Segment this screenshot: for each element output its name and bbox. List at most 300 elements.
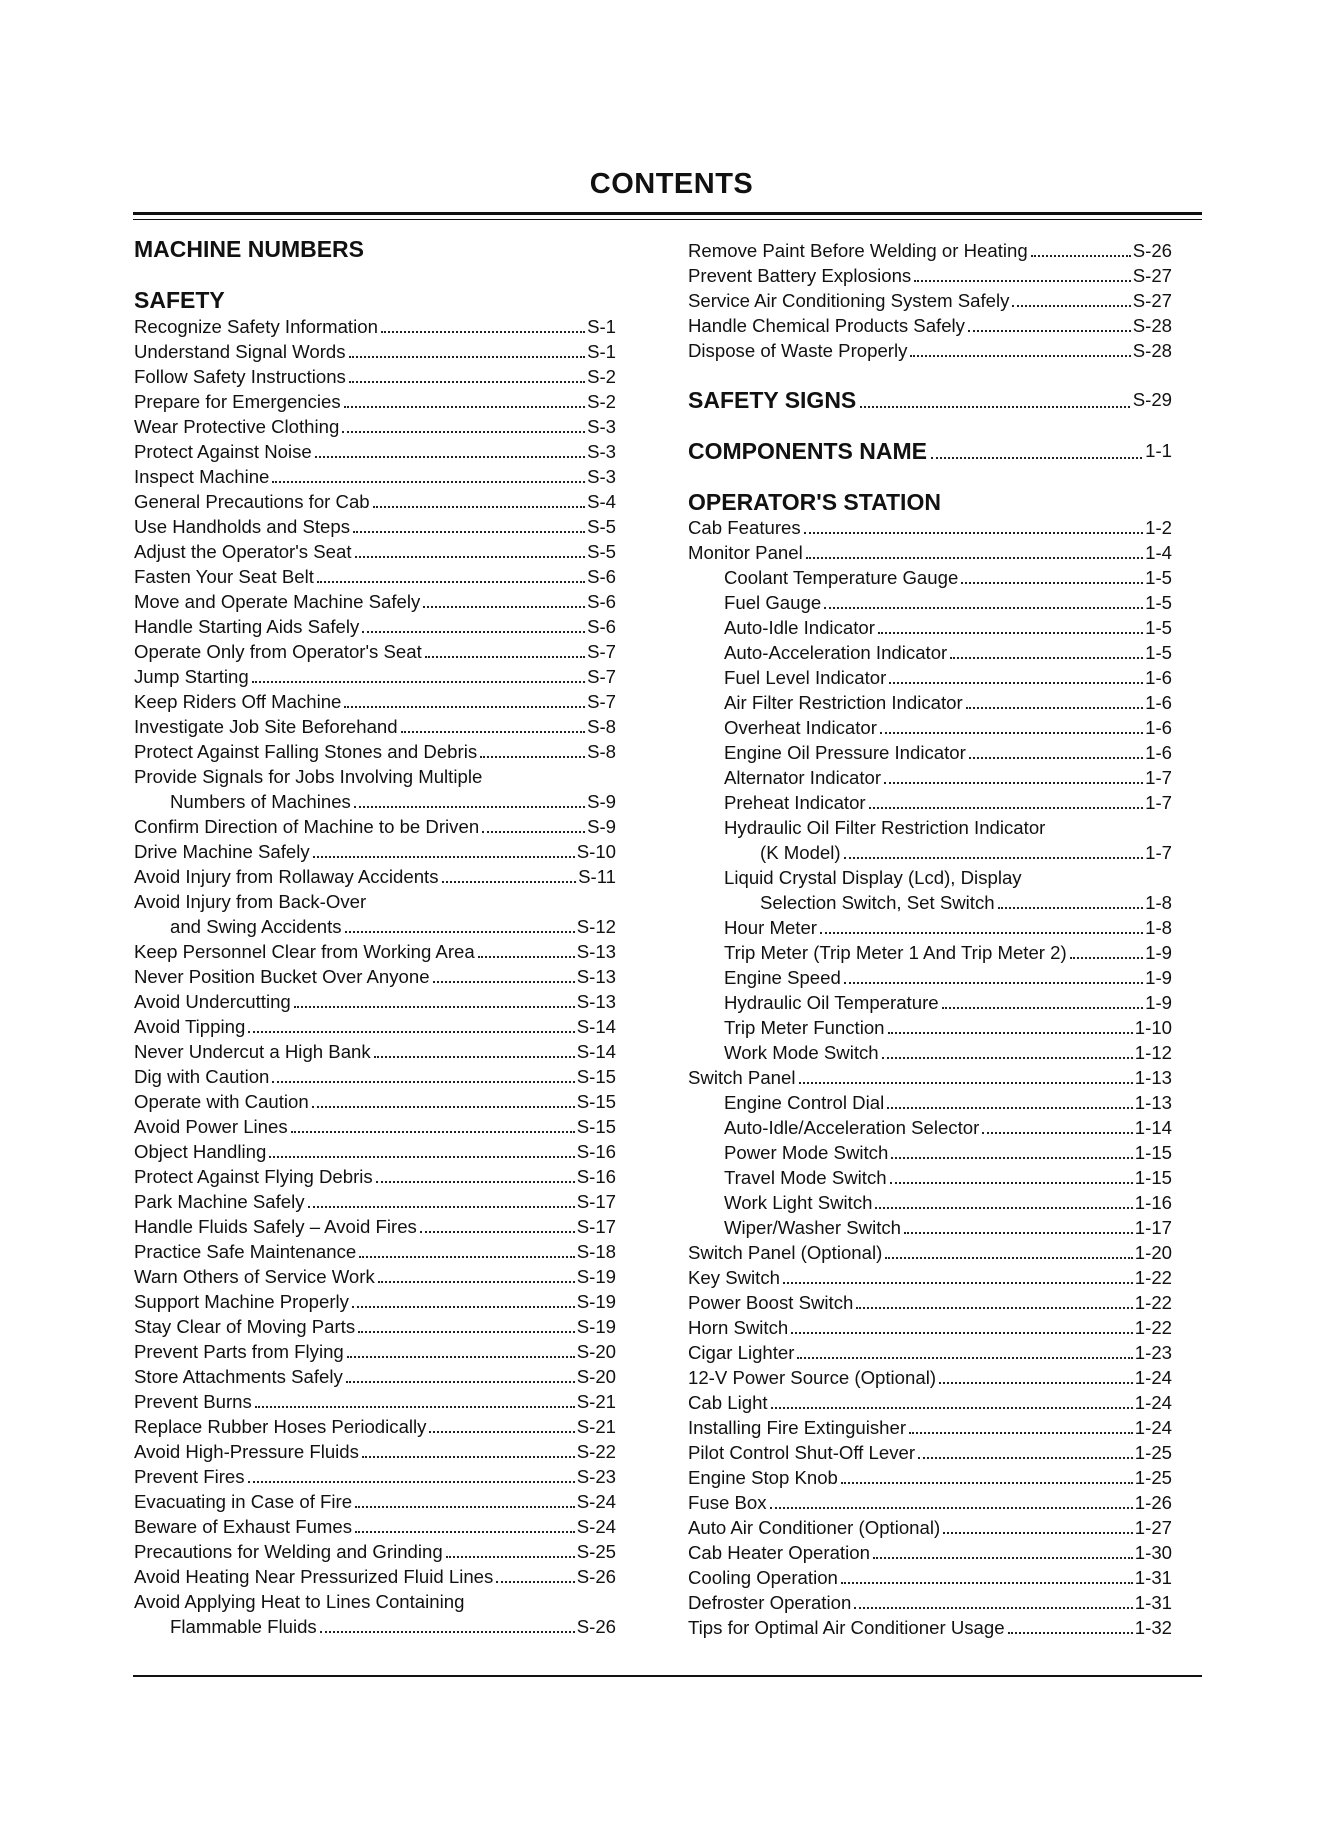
toc-entry-title[interactable]: Avoid Injury from Back-Over xyxy=(134,891,367,912)
toc-entry-page: 1-30 xyxy=(1134,1542,1172,1563)
leader-dots xyxy=(345,931,575,933)
toc-entry-page: 1-6 xyxy=(1145,742,1172,763)
toc-entry[interactable] xyxy=(134,589,616,614)
toc-entry-page: S-17 xyxy=(576,1191,616,1212)
leader-dots xyxy=(248,1481,575,1483)
toc-entry-page: S-2 xyxy=(587,366,616,387)
leader-dots xyxy=(1012,305,1130,307)
toc-entry-page: 1-17 xyxy=(1134,1217,1172,1238)
toc-entry[interactable] xyxy=(724,615,1172,640)
leader-dots xyxy=(887,1107,1133,1109)
toc-entry[interactable] xyxy=(724,1165,1172,1190)
toc-entry-page: S-8 xyxy=(587,741,616,762)
leader-dots xyxy=(346,1381,575,1383)
toc-entry[interactable] xyxy=(688,1365,1172,1390)
toc-entry[interactable] xyxy=(134,814,616,839)
toc-entry-title: Protect Against Flying Debris xyxy=(134,1166,373,1187)
toc-entry[interactable] xyxy=(724,640,1172,665)
leader-dots xyxy=(882,1057,1133,1059)
section-heading-operators-station[interactable]: OPERATOR'S STATION xyxy=(688,489,941,515)
toc-entry[interactable] xyxy=(724,1215,1172,1240)
toc-entry[interactable] xyxy=(134,389,616,414)
leader-dots xyxy=(770,1507,1133,1509)
toc-entry[interactable] xyxy=(724,1140,1172,1165)
leader-dots xyxy=(998,907,1144,909)
toc-entry-title: Remove Paint Before Welding or Heating xyxy=(688,240,1028,261)
toc-entry-page: S-15 xyxy=(576,1091,616,1112)
toc-entry-title[interactable]: Liquid Crystal Display (Lcd), Display xyxy=(724,867,1022,888)
toc-entry[interactable] xyxy=(134,1364,616,1389)
toc-entry-page: S-20 xyxy=(576,1366,616,1387)
toc-entry[interactable] xyxy=(134,1239,616,1264)
toc-entry-page: S-21 xyxy=(576,1416,616,1437)
toc-entry-page: S-6 xyxy=(587,591,616,612)
toc-entry-title: Work Mode Switch xyxy=(724,1042,879,1063)
leader-dots xyxy=(255,1406,575,1408)
toc-entry-title: Numbers of Machines xyxy=(170,791,351,812)
toc-entry[interactable] xyxy=(688,1440,1172,1465)
toc-entry-page: S-25 xyxy=(576,1541,616,1562)
toc-entry[interactable] xyxy=(134,1039,616,1064)
toc-entry[interactable] xyxy=(134,1539,616,1564)
leader-dots xyxy=(844,857,1144,859)
leader-dots xyxy=(869,807,1144,809)
toc-entry-title: Avoid Undercutting xyxy=(134,991,291,1012)
leader-dots xyxy=(362,1456,575,1458)
toc-entry[interactable] xyxy=(688,1565,1172,1590)
toc-entry[interactable] xyxy=(134,989,616,1014)
toc-entry-title: Flammable Fluids xyxy=(170,1616,317,1637)
toc-entry-page: 1-7 xyxy=(1145,767,1172,788)
toc-entry-title: Cab Light xyxy=(688,1392,768,1413)
toc-entry-page: S-28 xyxy=(1132,340,1172,361)
leader-dots xyxy=(248,1031,574,1033)
toc-entry-page: 1-7 xyxy=(1145,842,1172,863)
toc-entry-title: Store Attachments Safely xyxy=(134,1366,343,1387)
leader-dots xyxy=(496,1581,574,1583)
toc-entry[interactable] xyxy=(688,1540,1172,1565)
toc-entry[interactable] xyxy=(688,1065,1172,1090)
toc-entry-page: 1-5 xyxy=(1145,642,1172,663)
toc-entry[interactable] xyxy=(760,840,1172,865)
leader-dots xyxy=(856,1307,1132,1309)
toc-entry-page: 1-7 xyxy=(1145,792,1172,813)
section-heading-components-name[interactable] xyxy=(688,436,1172,466)
toc-entry[interactable] xyxy=(134,1214,616,1239)
toc-entry-title: Auto-Idle Indicator xyxy=(724,617,875,638)
page-title: CONTENTS xyxy=(589,168,754,200)
toc-entry-page: 1-2 xyxy=(1145,517,1172,538)
toc-entry-title: Cooling Operation xyxy=(688,1567,838,1588)
toc-entry-page: S-2 xyxy=(587,391,616,412)
toc-entry-title: Park Machine Safely xyxy=(134,1191,305,1212)
section-heading-safety[interactable]: SAFETY xyxy=(134,287,225,313)
toc-entry-page: S-1 xyxy=(587,316,616,337)
toc-entry[interactable] xyxy=(134,964,616,989)
toc-entry[interactable] xyxy=(134,439,616,464)
toc-entry-title: Jump Starting xyxy=(134,666,249,687)
toc-entry-title: Service Air Conditioning System Safely xyxy=(688,290,1010,311)
toc-entry-title: Alternator Indicator xyxy=(724,767,882,788)
toc-entry-page: S-5 xyxy=(587,541,616,562)
toc-entry-page: S-1 xyxy=(587,341,616,362)
toc-entry-page: S-18 xyxy=(576,1241,616,1262)
leader-dots xyxy=(252,681,585,683)
leader-dots xyxy=(791,1332,1133,1334)
toc-entry[interactable] xyxy=(134,314,616,339)
toc-entry-page: S-11 xyxy=(578,866,616,887)
toc-entry-page: 1-4 xyxy=(1145,542,1172,563)
divider xyxy=(133,1675,1202,1677)
toc-entry-title: Fuse Box xyxy=(688,1492,767,1513)
toc-entry[interactable] xyxy=(134,614,616,639)
leader-dots xyxy=(373,506,585,508)
toc-entry[interactable] xyxy=(760,890,1172,915)
leader-dots xyxy=(824,607,1143,609)
section-heading-safety-signs[interactable] xyxy=(688,385,1172,415)
toc-entry-page: S-6 xyxy=(587,616,616,637)
toc-entry[interactable] xyxy=(134,1464,616,1489)
leader-dots xyxy=(804,532,1143,534)
leader-dots xyxy=(446,1556,575,1558)
toc-entry[interactable] xyxy=(134,1314,616,1339)
toc-entry[interactable] xyxy=(134,1064,616,1089)
leader-dots xyxy=(841,1582,1133,1584)
leader-dots xyxy=(799,1082,1133,1084)
toc-entry-page: 1-27 xyxy=(1134,1517,1172,1538)
toc-entry[interactable] xyxy=(134,639,616,664)
toc-entry[interactable] xyxy=(134,1439,616,1464)
toc-entry[interactable] xyxy=(724,565,1172,590)
toc-entry[interactable] xyxy=(134,539,616,564)
toc-entry-title: Keep Personnel Clear from Working Area xyxy=(134,941,475,962)
toc-entry-title: Prevent Burns xyxy=(134,1391,252,1412)
leader-dots xyxy=(943,1532,1133,1534)
toc-entry-page: 1-6 xyxy=(1145,667,1172,688)
leader-dots xyxy=(425,656,585,658)
toc-entry-page: S-5 xyxy=(587,516,616,537)
toc-entry-title[interactable]: Hydraulic Oil Filter Restriction Indicator xyxy=(724,817,1046,838)
toc-entry[interactable] xyxy=(134,1014,616,1039)
toc-entry-title: Installing Fire Extinguisher xyxy=(688,1417,907,1438)
leader-dots xyxy=(844,982,1143,984)
toc-entry[interactable] xyxy=(688,1465,1172,1490)
leader-dots xyxy=(904,1232,1133,1234)
toc-entry-title: Engine Control Dial xyxy=(724,1092,885,1113)
toc-entry[interactable] xyxy=(134,1264,616,1289)
toc-entry[interactable] xyxy=(134,1489,616,1514)
toc-entry[interactable] xyxy=(134,939,616,964)
toc-entry[interactable] xyxy=(688,1340,1172,1365)
toc-entry[interactable] xyxy=(688,1515,1172,1540)
toc-entry-page: S-13 xyxy=(576,991,616,1012)
toc-entry-page: S-26 xyxy=(576,1566,616,1587)
toc-entry-title: Hour Meter xyxy=(724,917,817,938)
toc-entry-title: Switch Panel xyxy=(688,1067,796,1088)
toc-entry-page: S-12 xyxy=(576,916,616,937)
leader-dots xyxy=(291,1131,575,1133)
toc-entry-page: S-6 xyxy=(587,566,616,587)
toc-entry-page: 1-32 xyxy=(1134,1617,1172,1638)
toc-entry[interactable] xyxy=(170,914,616,939)
toc-entry-title: Never Position Bucket Over Anyone xyxy=(134,966,430,987)
toc-entry-page: S-13 xyxy=(576,941,616,962)
toc-entry[interactable] xyxy=(688,1390,1172,1415)
toc-entry-title: Auto-Acceleration Indicator xyxy=(724,642,948,663)
leader-dots xyxy=(344,406,585,408)
leader-dots xyxy=(482,831,585,833)
leader-dots xyxy=(308,1206,575,1208)
leader-dots xyxy=(888,1032,1133,1034)
toc-entry[interactable] xyxy=(134,364,616,389)
toc-entry-page: 1-24 xyxy=(1134,1392,1172,1413)
toc-entry-title: Precautions for Welding and Grinding xyxy=(134,1541,443,1562)
toc-entry[interactable] xyxy=(724,990,1172,1015)
toc-entry[interactable] xyxy=(688,1290,1172,1315)
leader-dots xyxy=(433,981,575,983)
toc-entry[interactable] xyxy=(134,664,616,689)
toc-entry-title: Switch Panel (Optional) xyxy=(688,1242,883,1263)
toc-entry-title: Support Machine Properly xyxy=(134,1291,349,1312)
leader-dots xyxy=(875,1207,1132,1209)
toc-entry[interactable] xyxy=(688,1265,1172,1290)
toc-entry[interactable] xyxy=(724,715,1172,740)
toc-entry-title: Avoid Tipping xyxy=(134,1016,246,1037)
toc-entry-title: General Precautions for Cab xyxy=(134,491,370,512)
toc-entry[interactable] xyxy=(134,1339,616,1364)
toc-entry[interactable] xyxy=(688,1615,1172,1640)
leader-dots xyxy=(317,581,585,583)
toc-entry[interactable] xyxy=(134,1564,616,1589)
leader-dots xyxy=(349,381,585,383)
toc-entry-page: S-15 xyxy=(576,1066,616,1087)
toc-entry[interactable] xyxy=(688,288,1172,313)
leader-dots xyxy=(1031,255,1131,257)
toc-entry[interactable] xyxy=(134,864,616,889)
leader-dots xyxy=(969,757,1143,759)
toc-entry-page: 1-12 xyxy=(1134,1042,1172,1063)
toc-entry-title: Protect Against Noise xyxy=(134,441,312,462)
toc-entry-title: Tips for Optimal Air Conditioner Usage xyxy=(688,1617,1005,1638)
toc-entry-page: 1-25 xyxy=(1134,1467,1172,1488)
toc-entry-title: Preheat Indicator xyxy=(724,792,866,813)
leader-dots xyxy=(342,431,585,433)
toc-entry-title: Use Handholds and Steps xyxy=(134,516,351,537)
toc-entry-title: Hydraulic Oil Temperature xyxy=(724,992,939,1013)
toc-entry-page: 1-31 xyxy=(1134,1592,1172,1613)
toc-entry[interactable] xyxy=(724,590,1172,615)
toc-entry-title: Engine Oil Pressure Indicator xyxy=(724,742,966,763)
toc-entry-title: Prevent Fires xyxy=(134,1466,245,1487)
leader-dots xyxy=(359,1256,575,1258)
leader-dots xyxy=(891,1157,1132,1159)
toc-entry[interactable] xyxy=(134,1289,616,1314)
section-heading-machine-numbers[interactable]: MACHINE NUMBERS xyxy=(134,236,364,262)
toc-entry-page: S-27 xyxy=(1132,290,1172,311)
leader-dots xyxy=(355,1506,575,1508)
toc-entry[interactable] xyxy=(134,839,616,864)
toc-entry[interactable] xyxy=(134,1114,616,1139)
toc-entry-title: Never Undercut a High Bank xyxy=(134,1041,371,1062)
toc-entry-title: Beware of Exhaust Fumes xyxy=(134,1516,353,1537)
leader-dots xyxy=(890,1182,1133,1184)
toc-entry[interactable] xyxy=(134,564,616,589)
toc-entry-title: Warn Others of Service Work xyxy=(134,1266,375,1287)
toc-entry-title: Recognize Safety Information xyxy=(134,316,378,337)
toc-entry[interactable] xyxy=(724,1090,1172,1115)
toc-entry-page: S-24 xyxy=(576,1516,616,1537)
toc-entry[interactable] xyxy=(688,1315,1172,1340)
toc-entry-page: 1-24 xyxy=(1134,1417,1172,1438)
leader-dots xyxy=(354,806,585,808)
leader-dots xyxy=(797,1357,1132,1359)
toc-entry[interactable] xyxy=(170,1614,616,1639)
toc-entry-page: 1-31 xyxy=(1134,1567,1172,1588)
leader-dots xyxy=(942,1007,1144,1009)
leader-dots xyxy=(478,956,575,958)
toc-entry[interactable] xyxy=(724,1040,1172,1065)
toc-entry-title: Evacuating in Case of Fire xyxy=(134,1491,353,1512)
toc-entry-title: 12-V Power Source (Optional) xyxy=(688,1367,937,1388)
toc-entry-page: S-4 xyxy=(587,491,616,512)
toc-entry[interactable] xyxy=(134,339,616,364)
toc-entry-title[interactable]: Avoid Applying Heat to Lines Containing xyxy=(134,1591,465,1612)
toc-entry-page: 1-13 xyxy=(1134,1067,1172,1088)
toc-entry-page: S-24 xyxy=(576,1491,616,1512)
toc-entry-title: SAFETY SIGNS xyxy=(688,387,857,413)
toc-entry[interactable] xyxy=(134,414,616,439)
toc-entry-title: Air Filter Restriction Indicator xyxy=(724,692,963,713)
toc-entry-title: Defroster Operation xyxy=(688,1592,852,1613)
toc-entry[interactable] xyxy=(134,1089,616,1114)
leader-dots xyxy=(820,932,1143,934)
toc-entry-title: COMPONENTS NAME xyxy=(688,438,927,464)
toc-entry[interactable] xyxy=(688,1490,1172,1515)
toc-entry-title: Overheat Indicator xyxy=(724,717,877,738)
leader-dots xyxy=(889,682,1143,684)
toc-entry-title: (K Model) xyxy=(760,842,841,863)
toc-entry-title: Handle Chemical Products Safely xyxy=(688,315,965,336)
toc-entry-page: S-3 xyxy=(587,441,616,462)
toc-entry[interactable] xyxy=(134,489,616,514)
toc-entry-page: S-19 xyxy=(576,1266,616,1287)
toc-entry[interactable] xyxy=(134,1164,616,1189)
toc-entry[interactable] xyxy=(134,1189,616,1214)
toc-entry[interactable] xyxy=(134,514,616,539)
toc-entry[interactable] xyxy=(688,540,1172,565)
leader-dots xyxy=(353,531,585,533)
toc-entry[interactable] xyxy=(688,1590,1172,1615)
toc-entry[interactable] xyxy=(724,915,1172,940)
toc-entry[interactable] xyxy=(724,765,1172,790)
toc-entry[interactable] xyxy=(688,263,1172,288)
leader-dots xyxy=(982,1132,1132,1134)
leader-dots xyxy=(376,1181,575,1183)
toc-entry[interactable] xyxy=(134,1139,616,1164)
leader-dots xyxy=(806,557,1143,559)
toc-entry[interactable] xyxy=(134,464,616,489)
toc-entry-title: Confirm Direction of Machine to be Driven xyxy=(134,816,480,837)
leader-dots xyxy=(355,556,586,558)
toc-entry[interactable] xyxy=(724,965,1172,990)
toc-entry-title: Coolant Temperature Gauge xyxy=(724,567,959,588)
toc-entry[interactable] xyxy=(724,1190,1172,1215)
leader-dots xyxy=(312,1106,575,1108)
toc-entry-page: 1-9 xyxy=(1145,942,1172,963)
toc-entry[interactable] xyxy=(134,689,616,714)
toc-entry[interactable] xyxy=(134,1389,616,1414)
toc-entry[interactable] xyxy=(724,740,1172,765)
toc-entry-page: S-20 xyxy=(576,1341,616,1362)
toc-entry-page: S-13 xyxy=(576,966,616,987)
toc-entry[interactable] xyxy=(688,313,1172,338)
toc-entry[interactable] xyxy=(688,515,1172,540)
toc-entry-title: Handle Starting Aids Safely xyxy=(134,616,360,637)
toc-entry-title: Selection Switch, Set Switch xyxy=(760,892,995,913)
leader-dots xyxy=(783,1282,1133,1284)
toc-entry[interactable] xyxy=(688,238,1172,263)
toc-entry[interactable] xyxy=(724,690,1172,715)
toc-entry-title: Auto-Idle/Acceleration Selector xyxy=(724,1117,980,1138)
toc-entry-title: Wear Protective Clothing xyxy=(134,416,340,437)
toc-entry[interactable] xyxy=(170,789,616,814)
toc-entry-title: Prevent Parts from Flying xyxy=(134,1341,344,1362)
toc-entry-title: Cab Heater Operation xyxy=(688,1542,870,1563)
toc-entry-page: 1-13 xyxy=(1134,1092,1172,1113)
toc-entry[interactable] xyxy=(134,1414,616,1439)
toc-entry[interactable] xyxy=(134,1514,616,1539)
toc-entry-title: Travel Mode Switch xyxy=(724,1167,887,1188)
toc-entry[interactable] xyxy=(688,1415,1172,1440)
toc-entry-page: 1-22 xyxy=(1134,1292,1172,1313)
toc-entry-page: S-7 xyxy=(587,641,616,662)
divider xyxy=(133,219,1202,220)
leader-dots xyxy=(1070,957,1143,959)
toc-entry[interactable] xyxy=(724,940,1172,965)
toc-entry-page: 1-16 xyxy=(1134,1192,1172,1213)
leader-dots xyxy=(362,631,585,633)
toc-entry[interactable] xyxy=(724,790,1172,815)
toc-entry[interactable] xyxy=(724,665,1172,690)
toc-entry-title: Engine Speed xyxy=(724,967,841,988)
toc-entry[interactable] xyxy=(724,1115,1172,1140)
leader-dots xyxy=(910,355,1130,357)
toc-entry-title: Power Mode Switch xyxy=(724,1142,889,1163)
leader-dots xyxy=(909,1432,1133,1434)
toc-entry[interactable] xyxy=(688,338,1172,363)
leader-dots xyxy=(344,706,585,708)
toc-entry[interactable] xyxy=(134,714,616,739)
toc-entry-title: Fasten Your Seat Belt xyxy=(134,566,314,587)
toc-entry-title[interactable]: Provide Signals for Jobs Involving Multiple xyxy=(134,766,483,787)
leader-dots xyxy=(320,1631,575,1633)
toc-entry-title: Stay Clear of Moving Parts xyxy=(134,1316,356,1337)
toc-entry-title: Horn Switch xyxy=(688,1317,789,1338)
toc-entry-title: Pilot Control Shut-Off Lever xyxy=(688,1442,916,1463)
toc-entry-title: Follow Safety Instructions xyxy=(134,366,346,387)
toc-entry-page: 1-23 xyxy=(1134,1342,1172,1363)
leader-dots xyxy=(950,657,1143,659)
toc-entry-page: 1-8 xyxy=(1145,892,1172,913)
leader-dots xyxy=(294,1006,575,1008)
leader-dots xyxy=(315,456,585,458)
toc-entry[interactable] xyxy=(134,739,616,764)
toc-entry-title: Auto Air Conditioner (Optional) xyxy=(688,1517,941,1538)
toc-entry-page: S-26 xyxy=(1132,240,1172,261)
toc-entry-title: Object Handling xyxy=(134,1141,267,1162)
toc-entry[interactable] xyxy=(688,1240,1172,1265)
toc-entry[interactable] xyxy=(724,1015,1172,1040)
